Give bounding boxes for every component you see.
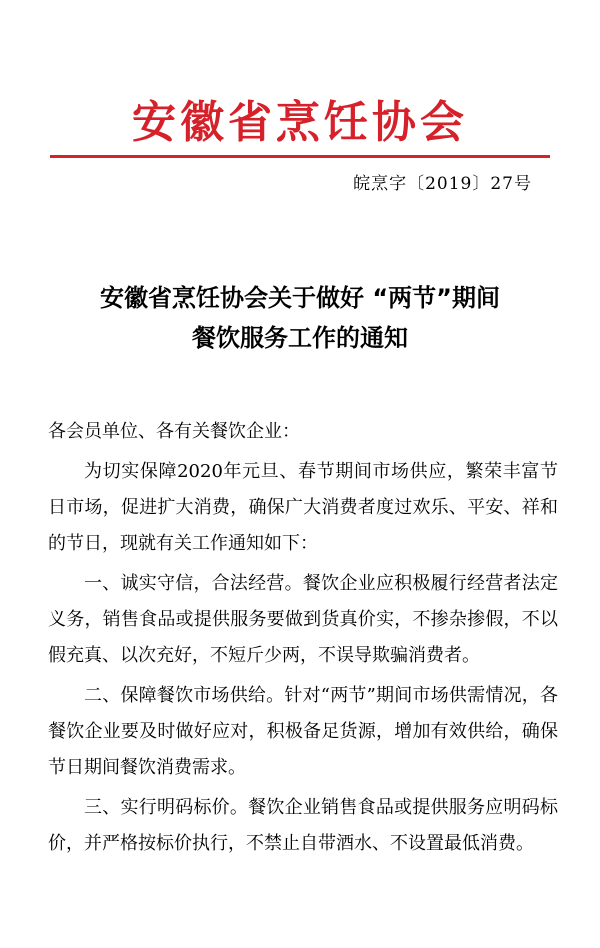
salutation: 各会员单位、各有关餐饮企业： (48, 421, 300, 442)
section-2-paragraph: 二、保障餐饮市场供给。针对“两节”期间市场供需情况，各餐饮企业要及时做好应对，积极备足货源，增加有效供给，确保节日期间餐饮消费需求。 (48, 685, 558, 778)
notice-body (48, 454, 558, 866)
intro-paragraph: 为切实保障2020年元旦、春节期间市场供应，繁荣丰富节日市场，促进扩大消费，确保广大消费者度过欢乐、平安、祥和的节日，现就有关工作通知如下： (48, 461, 558, 554)
section-1-paragraph: 一、诚实守信，合法经营。餐饮企业应积极履行经营者法定义务，销售食品或提供服务要做到货真价实，不掺杂掺假，不以假充真、以次充好，不短斤少两，不误导欺骗消费者。 (48, 573, 558, 666)
document-number: 皖烹字〔2019〕27号 (353, 174, 532, 194)
notice-heading (0, 278, 600, 358)
red-divider-line (50, 155, 550, 158)
notice-heading-line-2: 餐饮服务工作的通知 (192, 324, 408, 352)
notice-heading-line-1: 安徽省烹饪协会关于做好 “两节”期间 (100, 284, 500, 312)
organization-title: 安徽省烹饪协会 (132, 97, 468, 148)
section-3-paragraph: 三、实行明码标价。餐饮企业销售食品或提供服务应明码标价，并严格按标价执行，不禁止自带酒水、不设置最低消费。 (48, 797, 558, 854)
